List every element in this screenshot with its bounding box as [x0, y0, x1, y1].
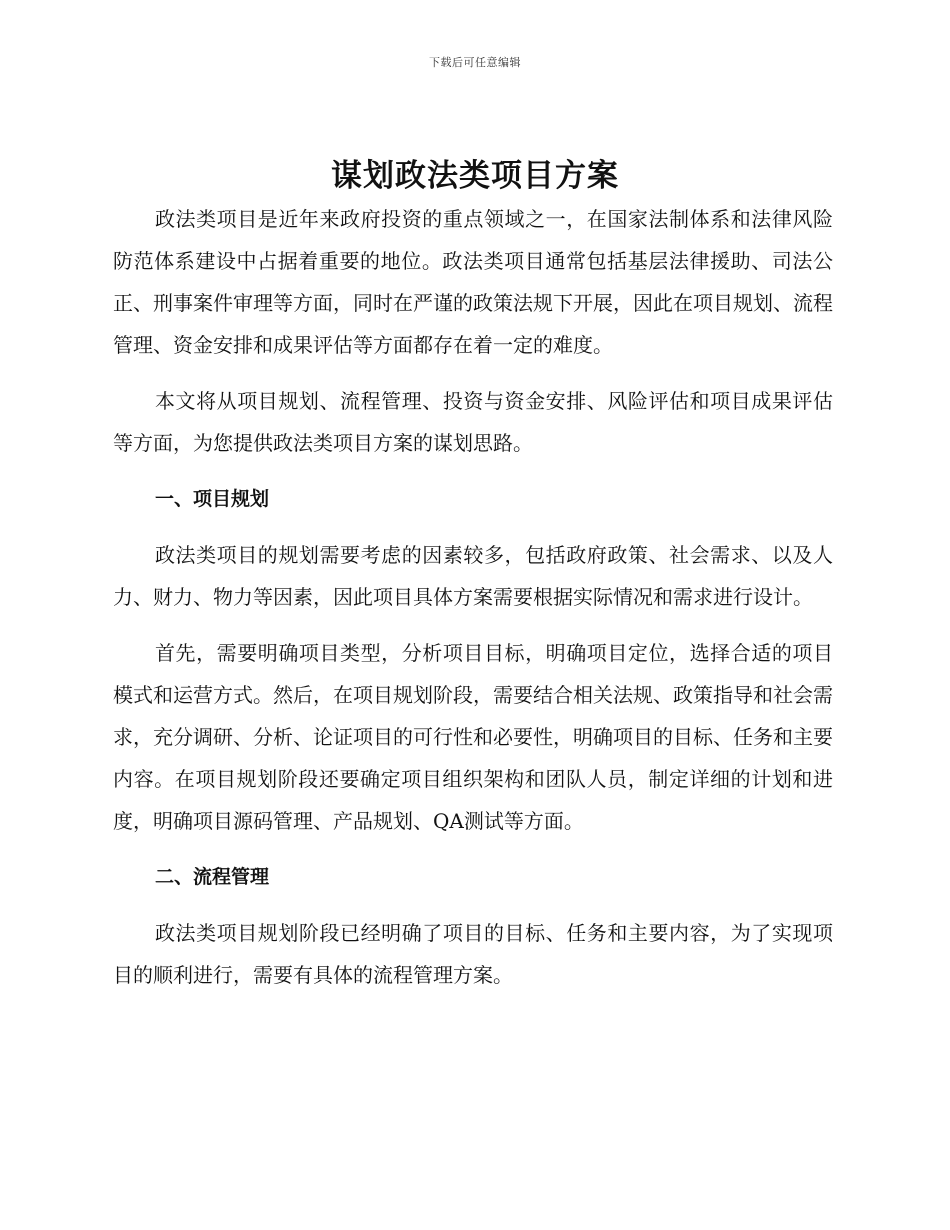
section-paragraph: 政法类项目的规划需要考虑的因素较多，包括政府政策、社会需求、以及人力、财力、物力等因素，因此项目具体方案需要根据实际情况和需求进行设计。	[113, 543, 833, 609]
document-body	[113, 198, 833, 1010]
section-heading-process: 二、流程管理	[155, 866, 270, 888]
intro-paragraph: 政法类项目是近年来政府投资的重点领域之一，在国家法制体系和法律风险防范体系建设中占据着重要的地位。政法类项目通常包括基层法律援助、司法公正、刑事案件审理等方面，同时在严谨的政策法规下开展，因此在项目规划、流程管理、资金安排和成果评估等方面都存在着一定的难度。	[113, 207, 833, 357]
page-header-note: 下载后可任意编辑	[429, 56, 521, 69]
document-title: 谋划政法类项目方案	[331, 158, 619, 194]
section-paragraph: 政法类项目规划阶段已经明确了项目的目标、任务和主要内容，为了实现项目的顺利进行，需要有具体的流程管理方案。	[113, 921, 833, 987]
section-heading-planning: 一、项目规划	[155, 488, 270, 510]
section-paragraph: 首先，需要明确项目类型，分析项目目标，明确项目定位，选择合适的项目模式和运营方式。然后，在项目规划阶段，需要结合相关法规、政策指导和社会需求，充分调研、分析、论证项目的可行性和必要性，明确项目的目标、任务和主要内容。在项目规划阶段还要确定项目组织架构和团队人员，制定详细的计划和进度，明确项目源码管理、产品规划、QA测试等方面。	[113, 641, 833, 833]
intro-paragraph: 本文将从项目规划、流程管理、投资与资金安排、风险评估和项目成果评估等方面，为您提供政法类项目方案的谋划思路。	[113, 389, 833, 455]
